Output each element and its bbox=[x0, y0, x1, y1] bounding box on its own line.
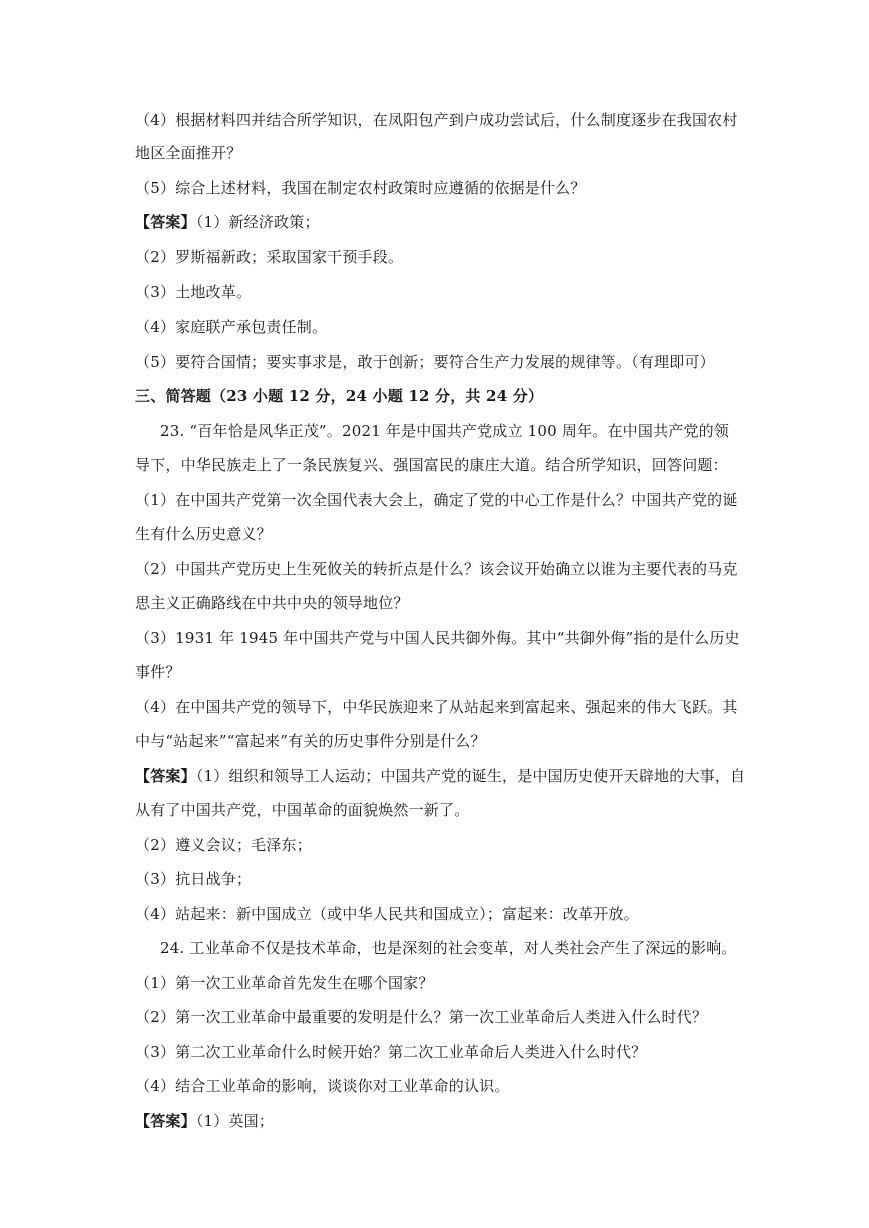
question-24-4: （4）结合工业革命的影响，谈谈你对工业革命的认识。 bbox=[135, 1077, 510, 1095]
answer-23-1-cont: 从有了中国共产党，中国革命的面貌焕然一新了。 bbox=[135, 801, 470, 819]
question-23-1-cont: 生有什么历史意义？ bbox=[135, 525, 272, 543]
question-23-stem: 23. “百年恰是风华正茂”。2021 年是中国共产党成立 100 周年。在中国共产党的领 bbox=[160, 422, 730, 440]
answer-4: （4）家庭联产承包责任制。 bbox=[135, 318, 328, 336]
question-23-3: （3）1931 年 1945 年中国共产党与中国人民共御外侮。其中“共御外侮”指的是什么历史 bbox=[135, 629, 740, 647]
answer-2: （2）罗斯福新政；采取国家干预手段。 bbox=[135, 248, 404, 266]
question-4-text-cont: 地区全面推开？ bbox=[135, 144, 242, 162]
answer-23-2: （2）遵义会议；毛泽东； bbox=[135, 836, 312, 854]
answer-label: 【答案】 bbox=[135, 213, 196, 231]
question-23-3-cont: 事件？ bbox=[135, 663, 181, 681]
answer-line bbox=[135, 212, 775, 232]
question-5-text: （5）综合上述材料，我国在制定农村政策时应遵循的依据是什么？ bbox=[135, 179, 586, 197]
question-24-3: （3）第二次工业革命什么时候开始？第二次工业革命后人类进入什么时代？ bbox=[135, 1043, 647, 1061]
question-23-2-cont: 思主义正确路线在中共中央的领导地位？ bbox=[135, 594, 409, 612]
answer-text: （1）组织和领导工人运动；中国共产党的诞生，是中国历史使开天辟地的大事，自 bbox=[195, 767, 746, 785]
answer-23-line bbox=[135, 766, 775, 786]
question-23-stem-cont: 导下，中华民族走上了一条民族复兴、强国富民的康庄大道。结合所学知识，回答问题： bbox=[135, 456, 728, 474]
section-heading: 三、简答题（23 小题 12 分，24 小题 12 分，共 24 分） bbox=[135, 387, 544, 405]
question-24-stem: 24. 工业革命不仅是技术革命，也是深刻的社会变革，对人类社会产生了深远的影响。 bbox=[160, 939, 737, 957]
question-23-2: （2）中国共产党历史上生死攸关的转折点是什么？该会议开始确立以谁为主要代表的马克 bbox=[135, 560, 738, 578]
question-24-2: （2）第一次工业革命中最重要的发明是什么？第一次工业革命后人类进入什么时代？ bbox=[135, 1008, 708, 1026]
answer-label: 【答案】 bbox=[135, 767, 196, 785]
answer-3: （3）土地改革。 bbox=[135, 283, 252, 301]
answer-24-line bbox=[135, 1111, 775, 1131]
question-23-4: （4）在中国共产党的领导下，中华民族迎来了从站起来到富起来、强起来的伟大飞跃。其 bbox=[135, 698, 738, 716]
answer-5: （5）要符合国情；要实事求是，敢于创新；要符合生产力发展的规律等。（有理即可） bbox=[135, 353, 715, 371]
answer-23-4: （4）站起来：新中国成立（或中华人民共和国成立）；富起来：改革开放。 bbox=[135, 905, 639, 923]
answer-23-3: （3）抗日战争； bbox=[135, 870, 252, 888]
question-23-1: （1）在中国共产党第一次全国代表大会上，确定了党的中心工作是什么？中国共产党的诞 bbox=[135, 491, 738, 509]
question-24-1: （1）第一次工业革命首先发生在哪个国家？ bbox=[135, 974, 434, 992]
answer-text: （1）新经济政策； bbox=[195, 213, 320, 231]
answer-label: 【答案】 bbox=[135, 1112, 196, 1130]
answer-text: （1）英国； bbox=[195, 1112, 275, 1130]
question-4-text: （4）根据材料四并结合所学知识，在凤阳包产到户成功尝试后，什么制度逐步在我国农村 bbox=[135, 111, 738, 129]
question-23-4-cont: 中与“站起来”“富起来”有关的历史事件分别是什么？ bbox=[135, 732, 486, 750]
